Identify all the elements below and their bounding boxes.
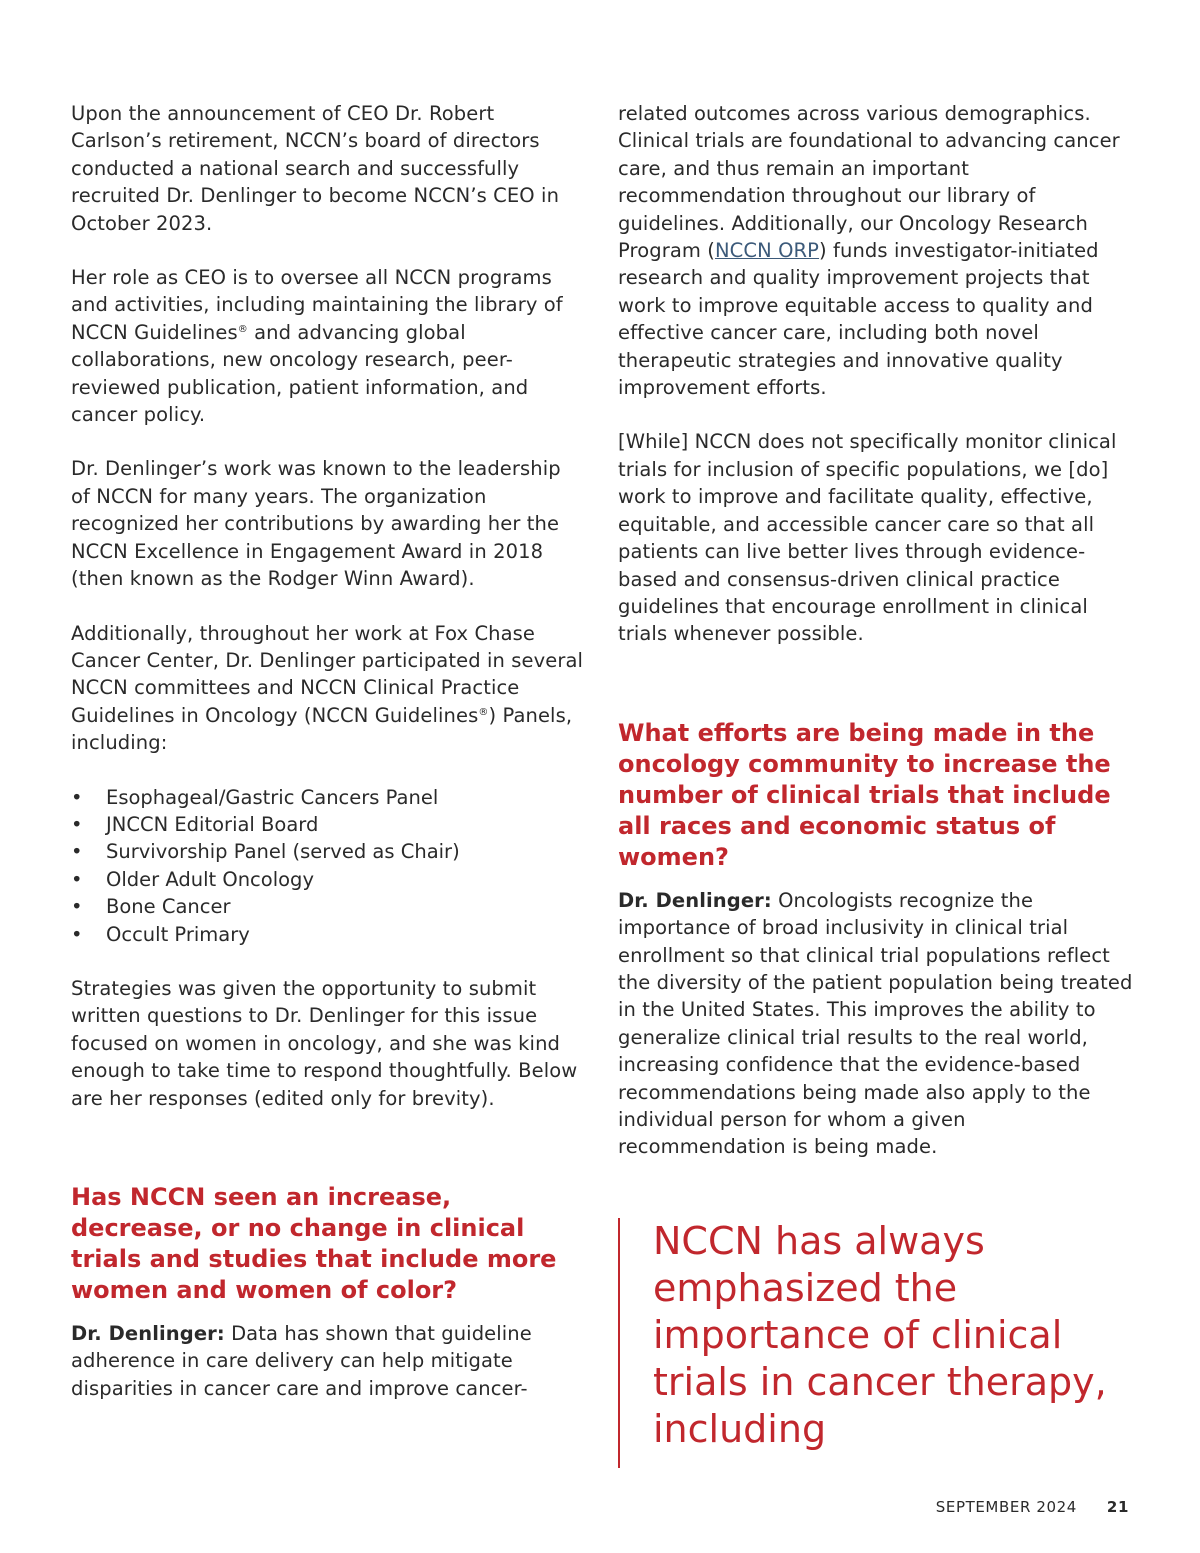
- committees-paragraph: [71, 620, 586, 757]
- role-text-a: Her role as CEO is to oversee all NCCN programs and activities, including maintaining the library of NCCN Guidelines: [71, 266, 563, 344]
- nccn-orp-link[interactable]: NCCN ORP: [714, 239, 820, 263]
- list-item-label: Occult Primary: [106, 922, 250, 946]
- role-text-b: and advancing global collaborations, new oncology research, peer-reviewed publication, patient information, and cancer policy.: [71, 320, 529, 427]
- registered-mark: ®: [478, 706, 489, 718]
- list-item: [71, 893, 586, 920]
- list-item-label: Bone Cancer: [106, 895, 231, 919]
- bullet-icon: •: [71, 785, 83, 809]
- answer-text: Oncologists recognize the importance of broad inclusivity in clinical trial enrollment so that clinical trial populations reflect the diversity of the patient population being treated in the United States. This improves the ability to generalize clinical trial results to the real world, increasing confidence that the evidence-based recommendations being made also apply to the individual person for whom a given recommendation is being made.: [618, 888, 1133, 1159]
- pull-quote: [618, 1218, 1133, 1468]
- answer-text: Data has shown that guideline adherence in care delivery can help mitigate disparities in cancer care and improve cancer-: [71, 1322, 532, 1400]
- list-item: [71, 784, 586, 811]
- answer-paragraph-2: [618, 887, 1138, 1161]
- page-number: 21: [1106, 1498, 1129, 1516]
- recognition-paragraph: Dr. Denlinger’s work was known to the leadership of NCCN for many years. The organization recognized her contributions by awarding her the NCCN Excellence in Engagement Award in 2018 (then known as the Rodger Winn Award).: [71, 457, 561, 591]
- speaker-label: Dr. Denlinger:: [71, 1322, 225, 1345]
- committees-text-a: Additionally, throughout her work at Fox Chase Cancer Center, Dr. Denlinger participated in several NCCN committees and NCCN Clinical Practice Guidelines in Oncology (NCCN Guidelines: [71, 621, 584, 727]
- left-column: [71, 100, 586, 1402]
- role-paragraph: [71, 264, 586, 428]
- list-item: [71, 921, 586, 948]
- list-item-label: Older Adult Oncology: [106, 867, 314, 891]
- bullet-icon: •: [71, 895, 83, 919]
- pull-quote-text: NCCN has always emphasized the importance of clinical trials in cancer therapy, including: [653, 1219, 1107, 1451]
- intro-paragraph: Upon the announcement of CEO Dr. Robert Carlson’s retirement, NCCN’s board of directors conducted a national search and successfully recruited Dr. Denlinger to become NCCN’s CEO in October 2023.: [71, 102, 560, 235]
- speaker-label: Dr. Denlinger:: [618, 888, 772, 912]
- answer-paragraph-1: [71, 1320, 586, 1402]
- strategies-paragraph: Strategies was given the opportunity to submit written questions to Dr. Denlinger for this issue focused on women in oncology, and she was kind enough to take time to respond thoughtfully. Below are her responses (edited only for brevity).: [71, 976, 578, 1110]
- right-column: [618, 100, 1138, 1161]
- list-item-label: Esophageal/Gastric Cancers Panel: [106, 785, 439, 809]
- panel-list: [71, 784, 586, 948]
- list-item: [71, 811, 586, 838]
- bullet-icon: •: [71, 840, 83, 864]
- issue-date: SEPTEMBER 2024: [935, 1498, 1077, 1516]
- list-item-label: JNCCN Editorial Board: [106, 812, 319, 836]
- bullet-icon: •: [71, 812, 83, 836]
- page-footer: [936, 1498, 1129, 1516]
- registered-mark: ®: [237, 323, 248, 335]
- question-heading-2: What efforts are being made in the oncology community to increase the number of clinical trials that include all races and economic status of women?: [618, 718, 1111, 871]
- continuation-text-b: ) funds investigator-initiated research and quality improvement projects that work to improve equitable access to quality and effective cancer care, including both novel therapeutic strategies and innovative quality improvement efforts.: [618, 239, 1099, 400]
- continuation-text-a: related outcomes across various demographics. Clinical trials are foundational to advancing cancer care, and thus remain an important recommendation throughout our library of guidelines. Additionally, our Oncology Research Program (: [618, 102, 1120, 263]
- list-item-label: Survivorship Panel (served as Chair): [106, 840, 460, 864]
- bullet-icon: •: [71, 922, 83, 946]
- continuation-paragraph: [618, 100, 1138, 401]
- committees-text-b: ) Panels, including:: [71, 703, 573, 755]
- monitoring-paragraph: [While] NCCN does not specifically monitor clinical trials for inclusion of specific populations, we [do] work to improve and facilitate quality, effective, equitable, and accessible cancer care so that all patients can live better lives through evidence-based and consensus-driven clinical practice guidelines that encourage enrollment in clinical trials whenever possible.: [618, 430, 1117, 646]
- list-item: [71, 866, 586, 893]
- bullet-icon: •: [71, 867, 83, 891]
- list-item: [71, 838, 586, 865]
- question-heading-1: Has NCCN seen an increase, decrease, or no change in clinical trials and studies that include more women and women of color?: [71, 1183, 557, 1304]
